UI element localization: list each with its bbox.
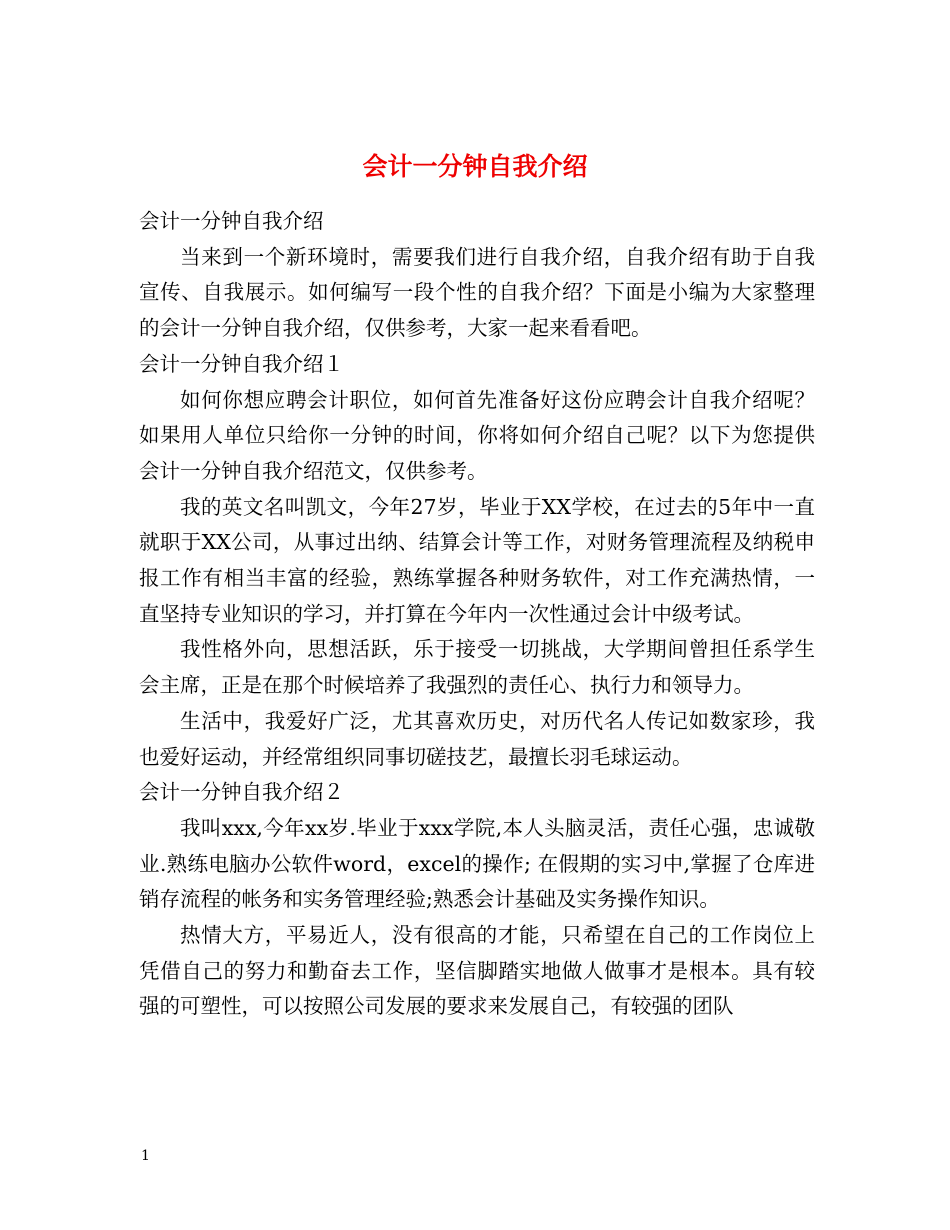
document-title: 会计一分钟自我介绍 [362, 151, 588, 181]
section-heading: 会计一分钟自我介绍２ [139, 780, 344, 805]
paragraph: 我的英文名叫凯文，今年27岁，毕业于XX学校，在过去的5年中一直就职于XX公司，从事过出纳、结算会计等工作，对财务管理流程及纳税申报工作有相当丰富的经验，熟练掌握各种财务软件，对工作充满热情，一直坚持专业知识的学习，并打算在今年内一次性通过会计中级考试。 [139, 494, 815, 626]
paragraph: 我性格外向，思想活跃，乐于接受一切挑战，大学期间曾担任系学生会主席，正是在那个时候培养了我强烈的责任心、执行力和领导力。 [139, 637, 815, 698]
paragraph: 如何你想应聘会计职位，如何首先准备好这份应聘会计自我介绍呢？如果用人单位只给你一分钟的时间，你将如何介绍自己呢？以下为您提供会计一分钟自我介绍范文，仅供参考。 [139, 387, 815, 483]
paragraph: 热情大方，平易近人，没有很高的才能，只希望在自己的工作岗位上凭借自己的努力和勤奋去工作，坚信脚踏实地做人做事才是根本。具有较强的可塑性，可以按照公司发展的要求来发展自己，有较强的团队 [139, 923, 815, 1019]
paragraph: 当来到一个新环境时，需要我们进行自我介绍，自我介绍有助于自我宣传、自我展示。如何编写一段个性的自我介绍？下面是小编为大家整理的会计一分钟自我介绍，仅供参考，大家一起来看看吧。 [139, 244, 815, 341]
page-number: 1 [141, 1148, 150, 1164]
document-body [139, 204, 815, 1025]
paragraph: 生活中，我爱好广泛，尤其喜欢历史，对历代名人传记如数家珍，我也爱好运动，并经常组织同事切磋技艺，最擅长羽毛球运动。 [139, 708, 815, 769]
section-heading: 会计一分钟自我介绍 [139, 209, 324, 233]
paragraph: 我叫xxx,今年xx岁.毕业于xxx学院,本人头脑灵活，责任心强，忠诚敬业.熟练电脑办公软件word，excel的操作; 在假期的实习中,掌握了仓库进销存流程的帐务和实务管理经验;熟悉会计基础及实务操作知识。 [139, 815, 815, 912]
section-heading: 会计一分钟自我介绍１ [139, 351, 344, 376]
